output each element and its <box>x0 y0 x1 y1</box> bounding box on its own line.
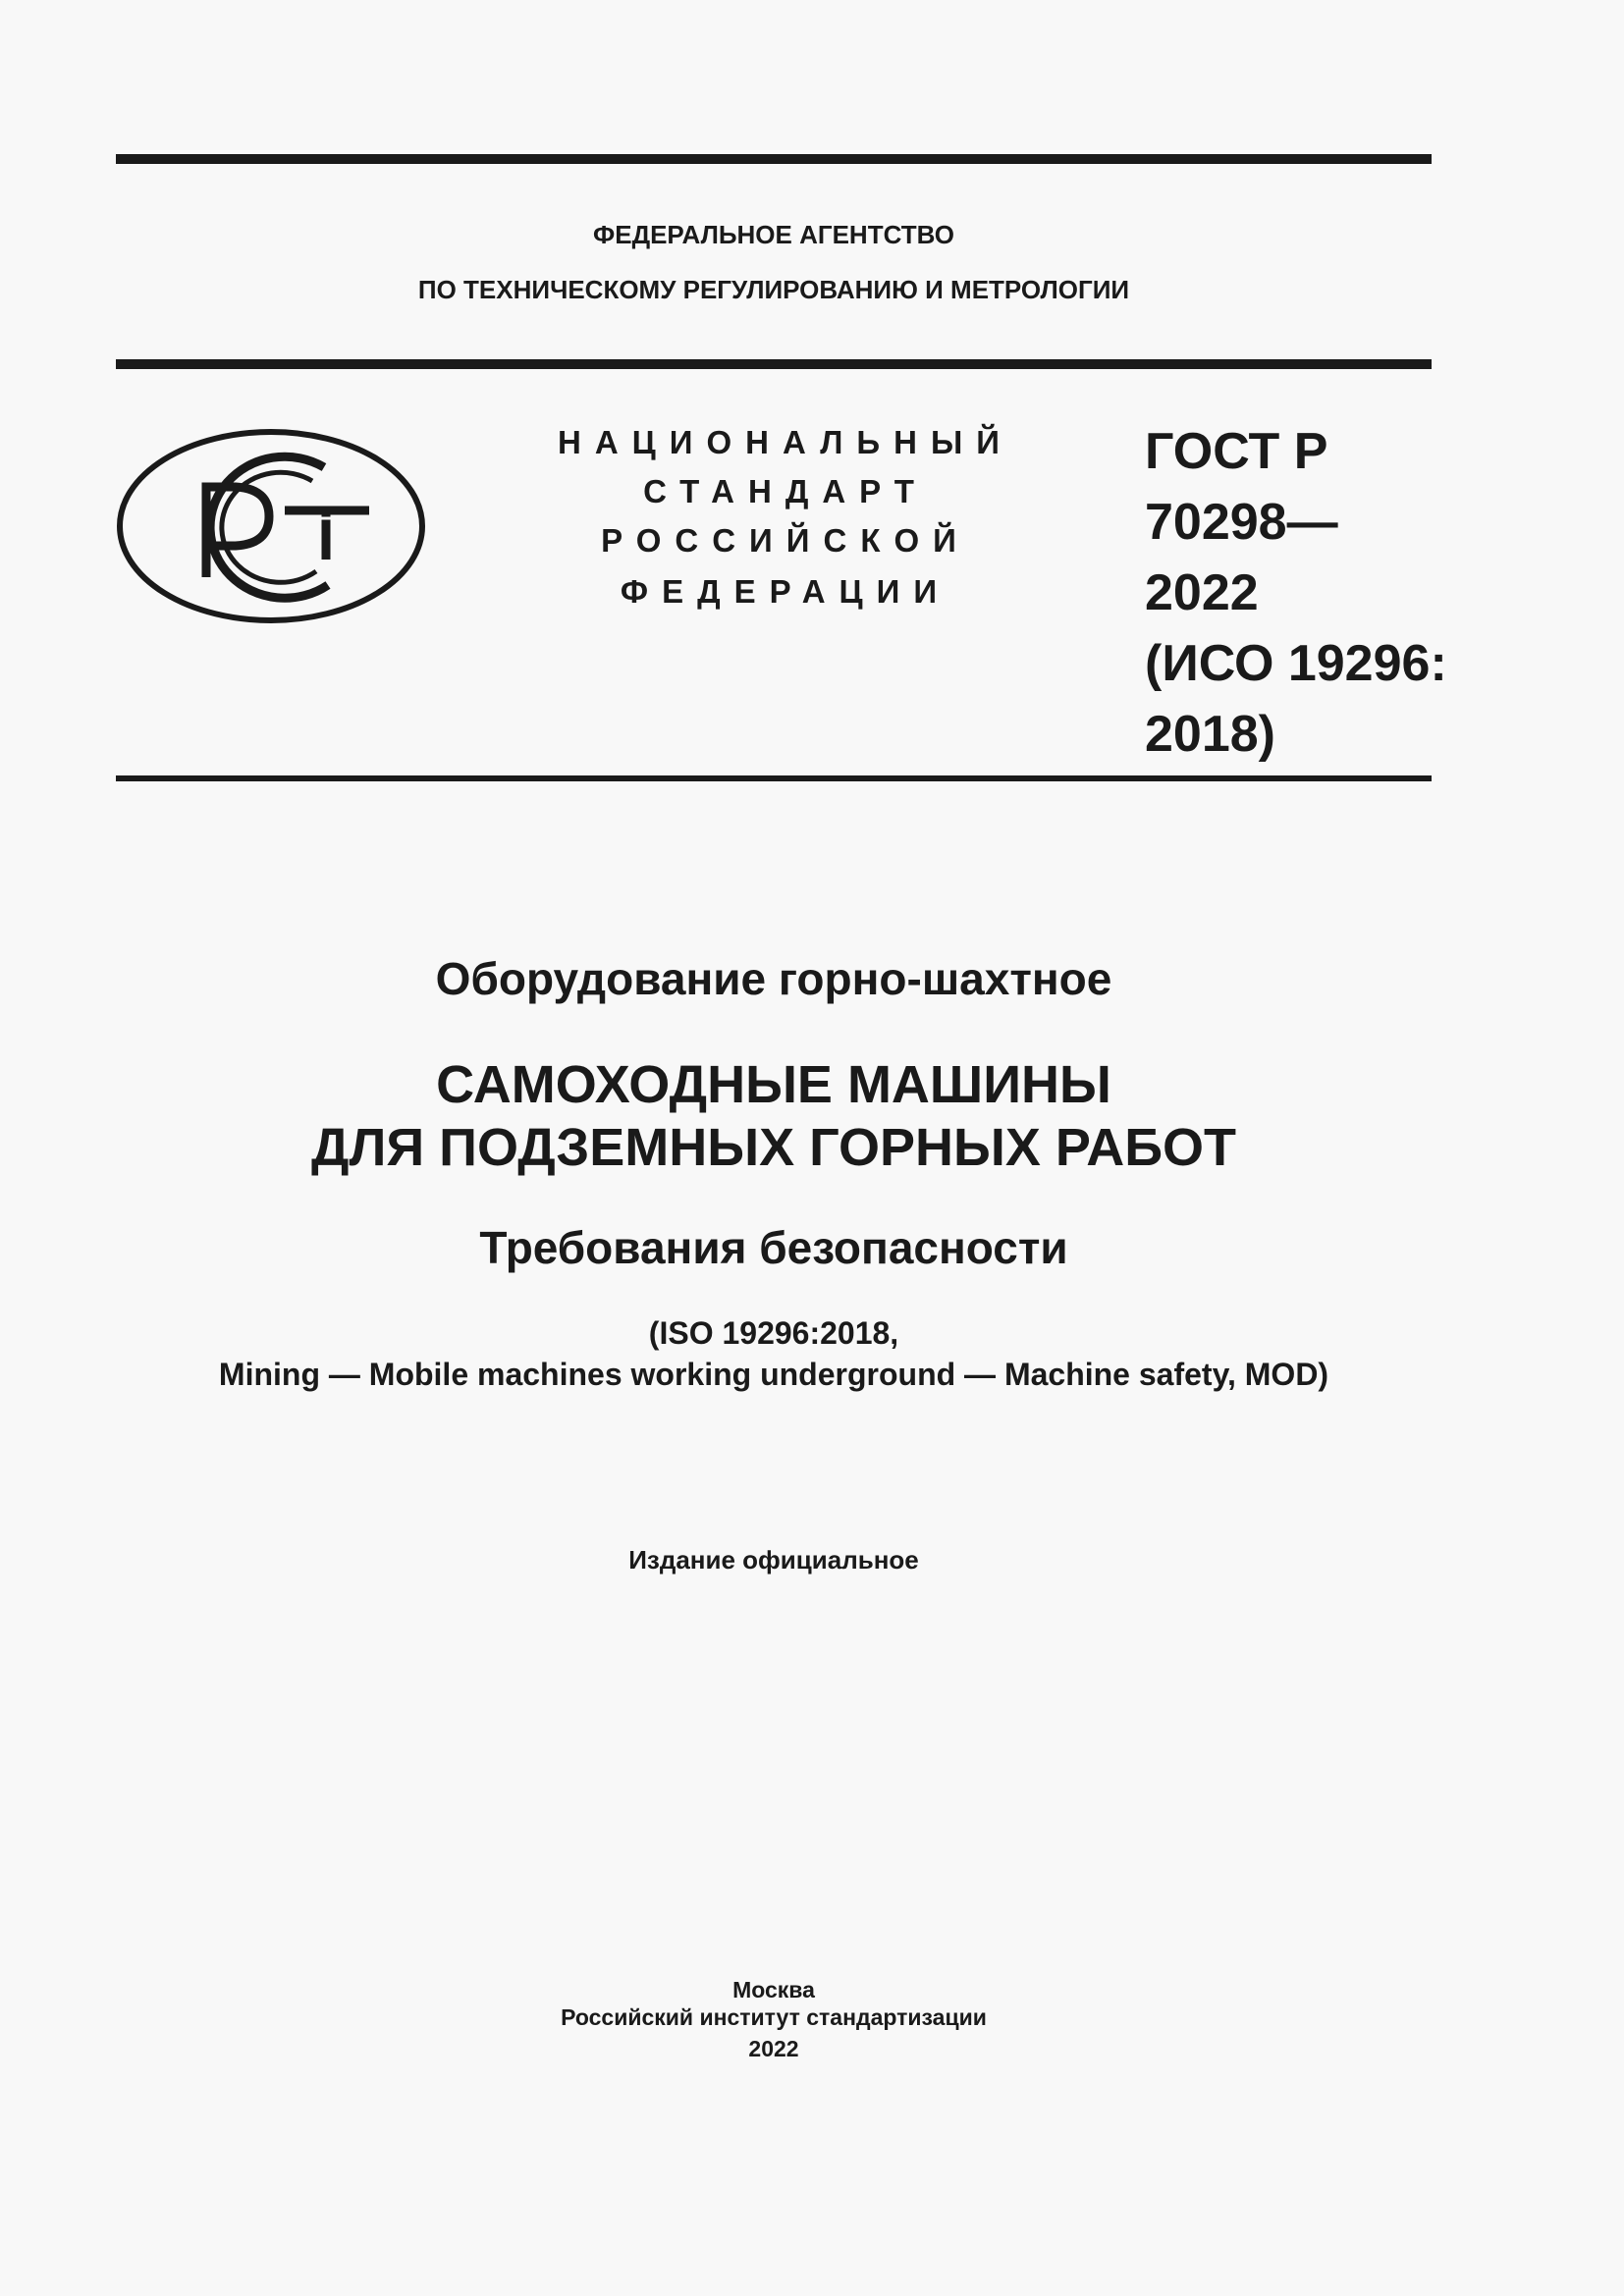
designation-line-4: (ИСО 19296: <box>1145 635 1447 692</box>
national-standard-line-3: РОССИЙСКОЙ <box>601 522 970 559</box>
publisher-city: Москва <box>732 1977 815 2002</box>
document-subtitle: Оборудование горно-шахтное <box>435 953 1112 1004</box>
top-rule <box>116 154 1432 164</box>
header-bottom-rule <box>116 775 1432 781</box>
designation-line-1: ГОСТ Р <box>1145 423 1328 480</box>
iso-reference-line-1: (ISO 19296:2018, <box>648 1315 899 1351</box>
iso-reference-line-2: Mining — Mobile machines working underground — Machine safety, MOD) <box>218 1357 1329 1392</box>
agency-line-1: ФЕДЕРАЛЬНОЕ АГЕНТСТВО <box>593 220 954 249</box>
agency-bottom-rule <box>116 359 1432 369</box>
standard-designation <box>1145 416 1447 770</box>
designation-line-3: 2022 <box>1145 564 1259 621</box>
publication-year: 2022 <box>748 2036 799 2061</box>
publisher-institute: Российский институт стандартизации <box>561 2004 987 2030</box>
national-standard-line-2: СТАНДАРТ <box>643 473 928 509</box>
rst-certification-mark-icon <box>116 428 426 624</box>
designation-line-2: 70298— <box>1145 494 1338 551</box>
national-standard-line-1: НАЦИОНАЛЬНЫЙ <box>558 424 1013 460</box>
document-title-line-2: ДЛЯ ПОДЗЕМНЫХ ГОРНЫХ РАБОТ <box>311 1118 1236 1177</box>
document-requirements: Требования безопасности <box>479 1222 1068 1273</box>
national-standard-line-4: ФЕДЕРАЦИИ <box>620 573 951 610</box>
edition-label: Издание официальное <box>628 1545 919 1575</box>
designation-line-5: 2018) <box>1145 706 1275 763</box>
agency-line-2: ПО ТЕХНИЧЕСКОМУ РЕГУЛИРОВАНИЮ И МЕТРОЛОГИИ <box>417 275 1130 304</box>
document-title-line-1: САМОХОДНЫЕ МАШИНЫ <box>436 1055 1111 1114</box>
